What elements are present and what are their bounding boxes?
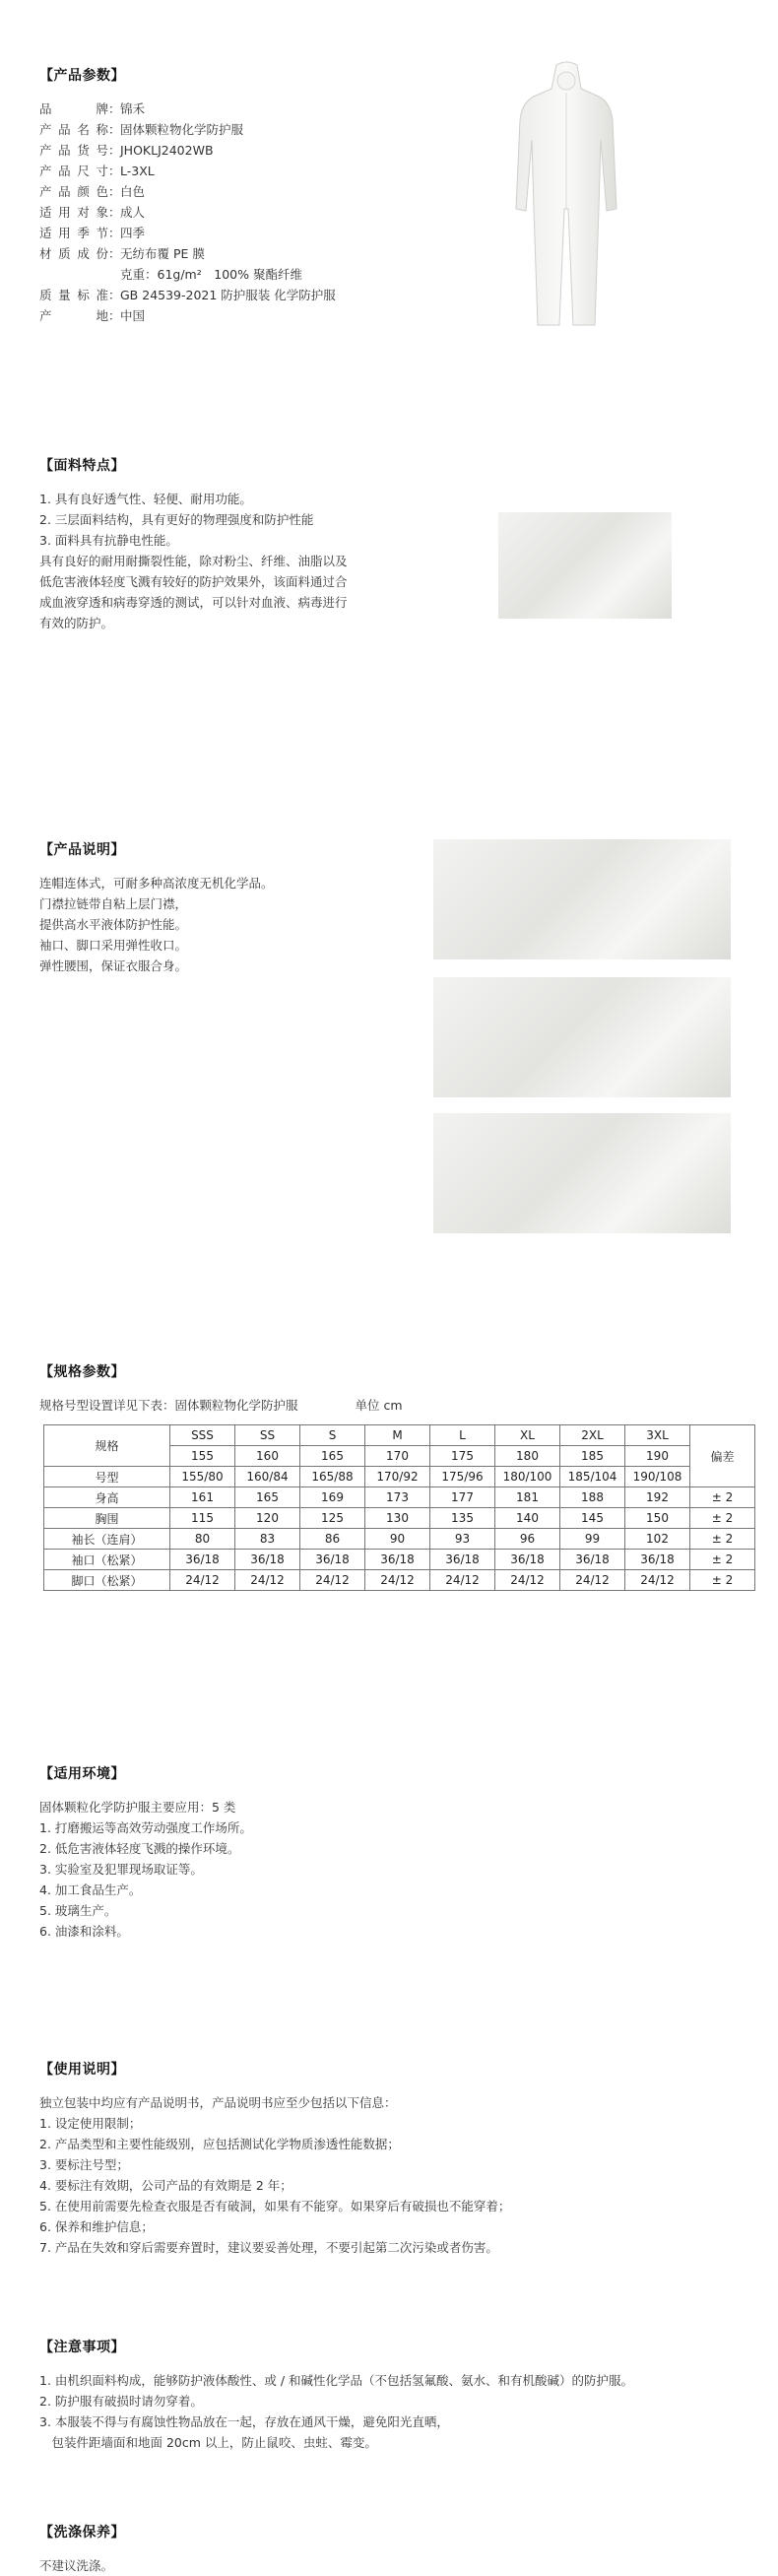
- spec-cell: 169: [300, 1487, 365, 1508]
- desc-line: 提供高水平液体防护性能。: [39, 917, 188, 932]
- spec-cell: 24/12: [365, 1570, 430, 1591]
- spec-cell: 181: [495, 1487, 560, 1508]
- desc-line: 弹性腰围，保证衣服合身。: [39, 958, 188, 973]
- env-line: 2. 低危害液体轻度飞溅的操作环境。: [39, 1841, 240, 1856]
- params-key: 产品尺寸: [39, 164, 108, 178]
- fabric-line: 1. 具有良好透气性、轻便、耐用功能。: [39, 492, 252, 506]
- params-value: 克重：61g/m² 100% 聚酯纤维: [120, 267, 302, 282]
- spec-row: [44, 1508, 755, 1529]
- params-row: [39, 140, 336, 161]
- spec-row: [44, 1550, 755, 1570]
- spec-header-label: 规格: [44, 1425, 170, 1467]
- spec-size-cell: L: [430, 1425, 495, 1446]
- params-row: [39, 202, 336, 223]
- fabric-line: 具有良好的耐用耐撕裂性能，除对粉尘、纤维、油脂以及: [39, 554, 348, 568]
- spec-height-cell: 165: [300, 1446, 365, 1467]
- spec-cell: 192: [625, 1487, 690, 1508]
- spec-cell: 24/12: [495, 1570, 560, 1591]
- spec-height-cell: 175: [430, 1446, 495, 1467]
- spec-tolerance-cell: ± 2: [690, 1550, 755, 1570]
- cuff-detail-image: [433, 977, 731, 1097]
- spec-cell: 125: [300, 1508, 365, 1529]
- params-value: 无纺布覆 PE 膜: [120, 246, 205, 261]
- spec-cell: 36/18: [300, 1550, 365, 1570]
- usage-title: 【使用说明】: [39, 2062, 125, 2078]
- usage-line: 1. 设定使用限制；: [39, 2116, 142, 2131]
- spec-height-cell: 180: [495, 1446, 560, 1467]
- params-value: 四季: [120, 226, 146, 240]
- env-line: 6. 油漆和涂料。: [39, 1924, 129, 1939]
- params-value: 成人: [120, 205, 146, 220]
- wash-text: [39, 2555, 125, 2576]
- usage-line: 4. 要标注有效期，公司产品的有效期是 2 年；: [39, 2178, 292, 2193]
- params-colon: ：: [108, 226, 121, 240]
- params-row: [39, 285, 336, 305]
- spec-cell: 188: [560, 1487, 625, 1508]
- params-key: 品 牌: [39, 101, 108, 116]
- spec-cell: 165: [235, 1487, 300, 1508]
- params-key: 产 地: [39, 308, 108, 323]
- spec-cell: 102: [625, 1529, 690, 1550]
- params-value: 中国: [120, 308, 146, 323]
- params-row: [39, 264, 336, 285]
- spec-cell: 140: [495, 1508, 560, 1529]
- spec-cell: 155/80: [170, 1467, 235, 1487]
- spec-cell: 120: [235, 1508, 300, 1529]
- spec-table-wrap: [43, 1424, 755, 1591]
- spec-cell: 24/12: [235, 1570, 300, 1591]
- spec-title: 【规格参数】: [39, 1364, 125, 1380]
- usage-line: 5. 在使用前需要先检查衣服是否有破洞，如果有不能穿。如果穿后有破损也不能穿着；: [39, 2199, 511, 2213]
- spec-height-cell: 185: [560, 1446, 625, 1467]
- params-colon: ：: [108, 122, 121, 137]
- spec-cell: 175/96: [430, 1467, 495, 1487]
- usage-section: [39, 2059, 510, 2258]
- env-line: 固体颗粒化学防护服主要应用：5 类: [39, 1800, 236, 1815]
- spec-cell: 170/92: [365, 1467, 430, 1487]
- spec-row: [44, 1467, 755, 1487]
- spec-cell: 161: [170, 1487, 235, 1508]
- spec-header-row: [44, 1425, 755, 1446]
- params-colon: ：: [108, 184, 121, 199]
- params-colon: ：: [108, 101, 121, 116]
- spec-row: [44, 1529, 755, 1550]
- params-colon: ：: [108, 308, 121, 323]
- params-key: 质量标准: [39, 288, 108, 302]
- spec-cell: 36/18: [170, 1550, 235, 1570]
- spec-cell: 36/18: [560, 1550, 625, 1570]
- params-row: [39, 99, 336, 119]
- notes-section: [39, 2337, 633, 2453]
- spec-height-cell: 190: [625, 1446, 690, 1467]
- env-line: 4. 加工食品生产。: [39, 1882, 142, 1897]
- wash-title: 【洗涤保养】: [39, 2525, 125, 2541]
- waist-detail-image: [433, 1113, 731, 1233]
- params-value: JHOKLJ2402WB: [120, 143, 214, 158]
- spec-cell: 36/18: [365, 1550, 430, 1570]
- env-title: 【适用环境】: [39, 1766, 125, 1782]
- spec-height-cell: 155: [170, 1446, 235, 1467]
- zipper-detail-image: [433, 839, 731, 959]
- params-row: [39, 119, 336, 140]
- spec-cell: 99: [560, 1529, 625, 1550]
- desc-section: [39, 839, 274, 976]
- fabric-line: 2. 三层面料结构，具有更好的物理强度和防护性能: [39, 512, 314, 527]
- params-value: L-3XL: [120, 164, 155, 178]
- fabric-line: 低危害液体轻度飞溅有较好的防护效果外，该面料通过合: [39, 574, 348, 589]
- params-colon: ：: [108, 143, 121, 158]
- notes-line: 1. 由机织面料构成，能够防护液体酸性、或 / 和碱性化学品（不包括氢氟酸、氨水、和有机酸碱）的防护服。: [39, 2373, 634, 2388]
- spec-table: [43, 1424, 755, 1591]
- spec-cell: 150: [625, 1508, 690, 1529]
- params-colon: ：: [108, 246, 121, 261]
- coverall-icon: [512, 61, 620, 329]
- spec-cell: 24/12: [430, 1570, 495, 1591]
- params-colon: ：: [108, 164, 121, 178]
- params-value: 锦禾: [120, 101, 146, 116]
- spec-section: [39, 1361, 403, 1427]
- spec-tolerance-cell: ± 2: [690, 1570, 755, 1591]
- spec-size-cell: S: [300, 1425, 365, 1446]
- spec-cell: 185/104: [560, 1467, 625, 1487]
- spec-tolerance-cell: ± 2: [690, 1529, 755, 1550]
- params-key: 产品名称: [39, 122, 108, 137]
- fabric-line: 3. 面料具有抗静电性能。: [39, 533, 178, 548]
- spec-row-label: 袖口（松紧）: [44, 1550, 170, 1570]
- spec-cell: 86: [300, 1529, 365, 1550]
- params-colon: ：: [108, 288, 121, 302]
- params-row: [39, 243, 336, 264]
- coverall-product-image: [512, 61, 620, 329]
- spec-cell: 24/12: [560, 1570, 625, 1591]
- spec-cell: 90: [365, 1529, 430, 1550]
- spec-cell: 36/18: [495, 1550, 560, 1570]
- spec-cell: 177: [430, 1487, 495, 1508]
- params-key: 材质成份: [39, 246, 108, 261]
- spec-cell: 24/12: [170, 1570, 235, 1591]
- spec-size-cell: 2XL: [560, 1425, 625, 1446]
- usage-text: [39, 2092, 510, 2258]
- fabric-line: 有效的防护。: [39, 616, 114, 630]
- spec-cell: 83: [235, 1529, 300, 1550]
- params-colon: ：: [108, 205, 121, 220]
- spec-height-cell: 160: [235, 1446, 300, 1467]
- params-key: 适用季节: [39, 226, 108, 240]
- desc-title: 【产品说明】: [39, 842, 125, 858]
- fabric-image: [498, 512, 672, 619]
- spec-cell: 180/100: [495, 1467, 560, 1487]
- params-value: 白色: [120, 184, 146, 199]
- notes-line: 包装件距墙面和地面 20cm 以上，防止鼠咬、虫蛀、霉变。: [39, 2435, 377, 2450]
- usage-line: 6. 保养和维护信息；: [39, 2219, 154, 2234]
- spec-cell: 173: [365, 1487, 430, 1508]
- spec-cell: 160/84: [235, 1467, 300, 1487]
- spec-row-label: 脚口（松紧）: [44, 1570, 170, 1591]
- spec-cell: 165/88: [300, 1467, 365, 1487]
- wash-section: [39, 2522, 125, 2576]
- spec-cell: 24/12: [625, 1570, 690, 1591]
- desc-text: [39, 873, 274, 976]
- spec-cell: 93: [430, 1529, 495, 1550]
- spec-tolerance-cell: ± 2: [690, 1508, 755, 1529]
- spec-cell: 36/18: [235, 1550, 300, 1570]
- env-line: 1. 打磨搬运等高效劳动强度工作场所。: [39, 1820, 252, 1835]
- usage-line: 独立包装中均应有产品说明书，产品说明书应至少包括以下信息：: [39, 2095, 397, 2110]
- spec-cell: 36/18: [625, 1550, 690, 1570]
- spec-cell: 24/12: [300, 1570, 365, 1591]
- params-value: 固体颗粒物化学防护服: [120, 122, 244, 137]
- spec-cell: 115: [170, 1508, 235, 1529]
- env-line: 3. 实验室及犯罪现场取证等。: [39, 1862, 203, 1877]
- fabric-text: [39, 489, 348, 633]
- spec-size-cell: 3XL: [625, 1425, 690, 1446]
- notes-line: 3. 本服装不得与有腐蚀性物品放在一起，存放在通风干燥，避免阳光直晒，: [39, 2414, 449, 2429]
- spec-size-cell: M: [365, 1425, 430, 1446]
- spec-row-label: 袖长（连肩）: [44, 1529, 170, 1550]
- params-key: 产品颜色: [39, 184, 108, 199]
- spec-cell: 96: [495, 1529, 560, 1550]
- params-section: [39, 65, 336, 326]
- spec-subtitle: 规格号型设置详见下表：固体颗粒物化学防护服: [39, 1398, 298, 1413]
- params-list: [39, 99, 336, 326]
- spec-size-cell: SS: [235, 1425, 300, 1446]
- spec-row-label: 身高: [44, 1487, 170, 1508]
- params-key: 产品货号: [39, 143, 108, 158]
- desc-line: 门襟拉链带自粘上层门襟，: [39, 896, 188, 911]
- usage-line: 3. 要标注号型；: [39, 2157, 129, 2172]
- notes-text: [39, 2370, 633, 2453]
- params-row: [39, 161, 336, 181]
- spec-size-cell: SSS: [170, 1425, 235, 1446]
- params-row: [39, 305, 336, 326]
- desc-line: 袖口、脚口采用弹性收口。: [39, 938, 188, 953]
- spec-cell: 130: [365, 1508, 430, 1529]
- fabric-section: [39, 455, 348, 633]
- spec-tolerance-cell: ± 2: [690, 1487, 755, 1508]
- usage-line: 2. 产品类型和主要性能级别，应包括测试化学物质渗透性能数据；: [39, 2137, 400, 2151]
- spec-cell: 80: [170, 1529, 235, 1550]
- spec-cell: 36/18: [430, 1550, 495, 1570]
- notes-line: 2. 防护服有破损时请勿穿着。: [39, 2394, 203, 2409]
- spec-cell: 145: [560, 1508, 625, 1529]
- spec-row: [44, 1570, 755, 1591]
- notes-title: 【注意事项】: [39, 2340, 125, 2355]
- spec-row: [44, 1487, 755, 1508]
- fabric-line: 成血液穿透和病毒穿透的测试，可以针对血液、病毒进行: [39, 595, 348, 610]
- spec-cell: 190/108: [625, 1467, 690, 1487]
- spec-height-cell: 170: [365, 1446, 430, 1467]
- env-text: [39, 1797, 252, 1942]
- spec-cell: 135: [430, 1508, 495, 1529]
- usage-line: 7. 产品在失效和穿后需要弃置时，建议要妥善处理，不要引起第二次污染或者伤害。: [39, 2240, 498, 2255]
- spec-size-cell: XL: [495, 1425, 560, 1446]
- params-title: 【产品参数】: [39, 68, 125, 84]
- env-section: [39, 1763, 252, 1942]
- params-row: [39, 181, 336, 202]
- desc-line: 连帽连体式，可耐多种高浓度无机化学品。: [39, 876, 274, 891]
- wash-line: 不建议洗涤。: [39, 2558, 114, 2573]
- params-row: [39, 223, 336, 243]
- env-line: 5. 玻璃生产。: [39, 1903, 117, 1918]
- spec-row-label: 号型: [44, 1467, 170, 1487]
- spec-row-label: 胸围: [44, 1508, 170, 1529]
- fabric-title: 【面料特点】: [39, 458, 125, 474]
- spec-unit: 单位 cm: [355, 1398, 403, 1413]
- spec-tolerance-header: 偏差: [690, 1425, 755, 1487]
- params-key: 适用对象: [39, 205, 108, 220]
- params-value: GB 24539-2021 防护服装 化学防护服: [120, 288, 336, 302]
